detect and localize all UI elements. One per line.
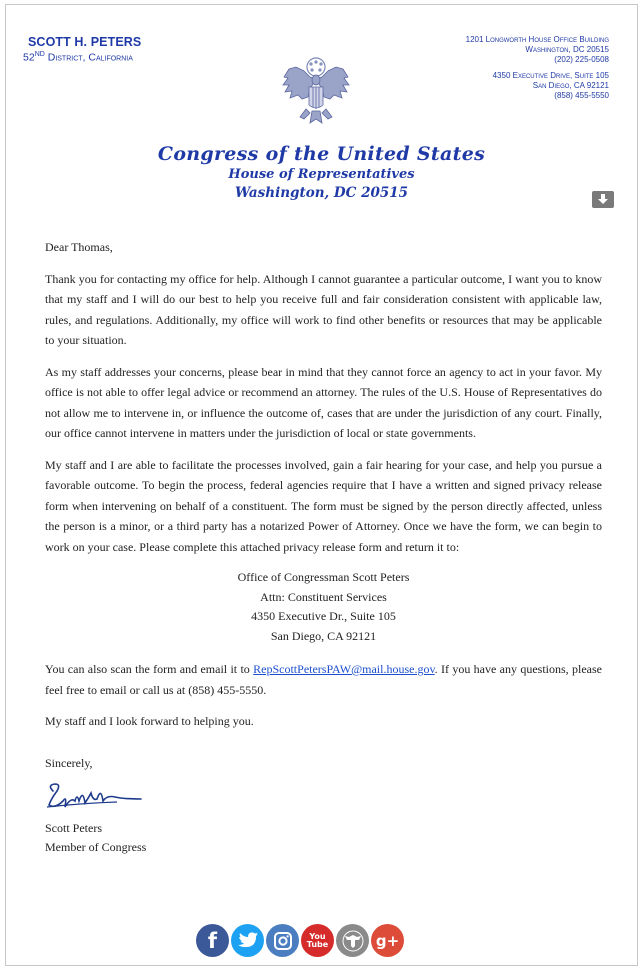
paragraph-1: Thank you for contacting my office for help. Although I cannot guarantee a particular outcome, I want you to know that my staff and I will do our best to help you receive full and fair consideration consistent with applicable law, rules, and regulations. Additionally, my office will work to find other benefits or resources that may be applicable to your situation. <box>45 271 602 347</box>
location-title: Washington, DC 20515 <box>234 185 409 201</box>
signer-name: Scott Peters <box>45 821 102 835</box>
email-link[interactable]: RepScottPetersPAW@mail.house.gov <box>253 662 435 676</box>
dc-office-address: 1201 Longworth House Office Building Washington, DC 20515 (202) 225-0508 <box>465 35 609 64</box>
mailing-address: Office of Congressman Scott Peters Attn: Constituent Services 4350 Executive Dr., Suite 105 San Diego, CA 92121 <box>237 570 410 643</box>
representative-name: SCOTT H. PETERS <box>28 35 142 49</box>
closing: Sincerely, <box>45 755 93 770</box>
congress-title: Congress of the United States <box>157 143 486 165</box>
house-seal-link-icon[interactable] <box>336 924 369 957</box>
signer-title: Member of Congress <box>45 840 147 854</box>
house-seal-icon <box>280 53 352 131</box>
house-title: House of Representatives <box>228 167 415 182</box>
paragraph-4: You can also scan the form and email it to RepScottPetersPAW@mail.house.gov. If you have any questions, please feel free to email or call us at (858) 455-5550. <box>45 662 602 697</box>
signature-image <box>45 779 145 813</box>
spacer <box>45 743 602 753</box>
district-label: 52ND District, California <box>23 51 133 64</box>
district-office-address: 4350 Executive Drive, Suite 105 San Diego, CA 92121 (858) 455-5550 <box>492 71 609 100</box>
twitter-icon[interactable] <box>231 924 264 957</box>
letter-body <box>45 237 602 857</box>
instagram-icon[interactable] <box>266 924 299 957</box>
youtube-icon[interactable]: You Tube <box>301 924 334 957</box>
letter-page <box>5 4 638 966</box>
paragraph-5: My staff and I look forward to helping you. <box>45 714 254 728</box>
paragraph-2: As my staff addresses your concerns, please bear in mind that they cannot force an agency to act in your favor. My office is not able to offer legal advice or recommend an attorney. The rules of the U.S. House of Representatives do not allow me to intervene in, or influence the outcome of, cases that are under the jurisdiction of any court. Finally, our office cannot intervene in matters under the jurisdiction of local or state governments. <box>45 364 602 440</box>
social-links <box>196 924 404 958</box>
google-plus-icon[interactable]: g+ <box>371 924 404 957</box>
salutation: Dear Thomas, <box>45 240 113 254</box>
download-button[interactable] <box>592 191 614 208</box>
facebook-icon[interactable]: f <box>196 924 229 957</box>
paragraph-3: My staff and I are able to facilitate the processes involved, gain a fair hearing for your case, and help you pursue a favorable outcome. To begin the process, federal agencies require that I have a written and signed privacy release form when intervening on behalf of a constituent. The form must be signed by the person directly affected, unless the person is a minor, or a third party has a notarized Power of Attorney. Once we have the form, we can begin to work on your case. Please complete this attached privacy release form and return it to: <box>45 457 602 554</box>
download-icon <box>598 194 608 205</box>
